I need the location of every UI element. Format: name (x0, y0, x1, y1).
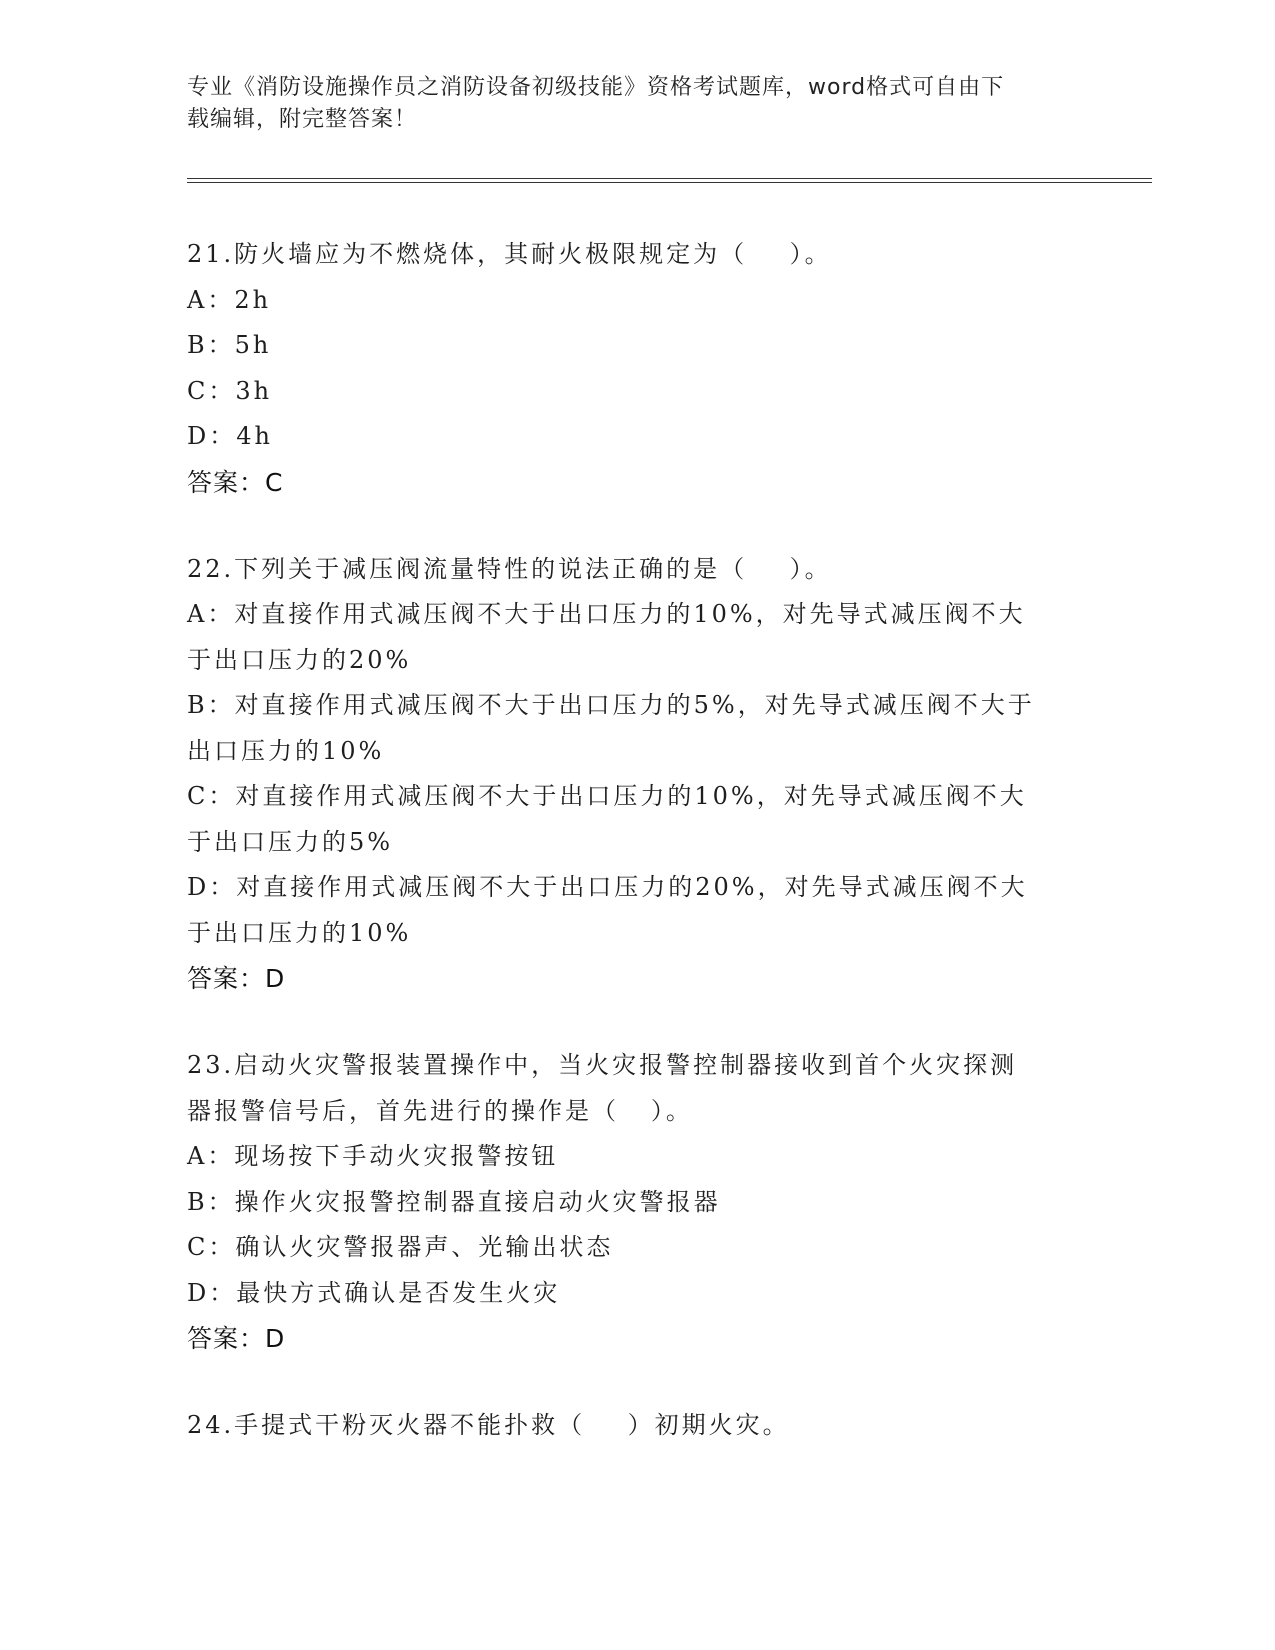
option-b: B：5h (187, 331, 272, 359)
question-stem: 24.手提式干粉灭火器不能扑救（ ）初期火灾。 (187, 1411, 790, 1439)
question-list (187, 232, 1087, 1491)
option-c: C：确认火灾警报器声、光输出状态 (187, 1233, 614, 1261)
option-a-continued: 于出口压力的20% (187, 645, 412, 674)
answer: 答案：D (187, 1324, 286, 1353)
option-b: B：对直接作用式减压阀不大于出口压力的5%，对先导式减压阀不大于 (187, 691, 1035, 719)
question-23 (187, 1043, 1087, 1361)
answer: 答案：C (187, 467, 284, 497)
question-22 (187, 547, 1087, 1002)
option-c: C：对直接作用式减压阀不大于出口压力的10%，对先导式减压阀不大 (187, 782, 1027, 810)
answer: 答案：D (187, 964, 286, 993)
option-c: C：3h (187, 376, 273, 405)
header-line-1: 专业《消防设施操作员之消防设备初级技能》资格考试题库，word格式可自由下 (187, 75, 1005, 100)
option-d: D：最快方式确认是否发生火灾 (187, 1278, 561, 1307)
question-stem-continued: 器报警信号后，首先进行的操作是（ ）。 (187, 1096, 693, 1125)
question-24 (187, 1403, 1087, 1449)
option-a: A：对直接作用式减压阀不大于出口压力的10%，对先导式减压阀不大 (187, 600, 1026, 628)
document-header (187, 72, 1067, 136)
option-b-continued: 出口压力的10% (187, 736, 385, 765)
option-d: D：4h (187, 422, 273, 450)
option-c-continued: 于出口压力的5% (187, 827, 394, 856)
option-b: B：操作火灾报警控制器直接启动火灾警报器 (187, 1187, 721, 1216)
header-rule-top (187, 178, 1152, 179)
option-d: D：对直接作用式减压阀不大于出口压力的20%，对先导式减压阀不大 (187, 873, 1028, 901)
question-stem: 21.防火墙应为不燃烧体，其耐火极限规定为（ ）。 (187, 240, 832, 268)
option-a: A：2h (187, 285, 272, 314)
option-d-continued: 于出口压力的10% (187, 918, 412, 947)
header-line-2: 载编辑，附完整答案！ (187, 107, 418, 132)
header-rule-bottom (187, 182, 1152, 183)
question-stem: 22.下列关于减压阀流量特性的说法正确的是（ ）。 (187, 554, 832, 583)
question-21 (187, 232, 1087, 505)
question-stem: 23.启动火灾警报装置操作中，当火灾报警控制器接收到首个火灾探测 (187, 1051, 1018, 1079)
option-a: A：现场按下手动火灾报警按钮 (187, 1142, 559, 1170)
